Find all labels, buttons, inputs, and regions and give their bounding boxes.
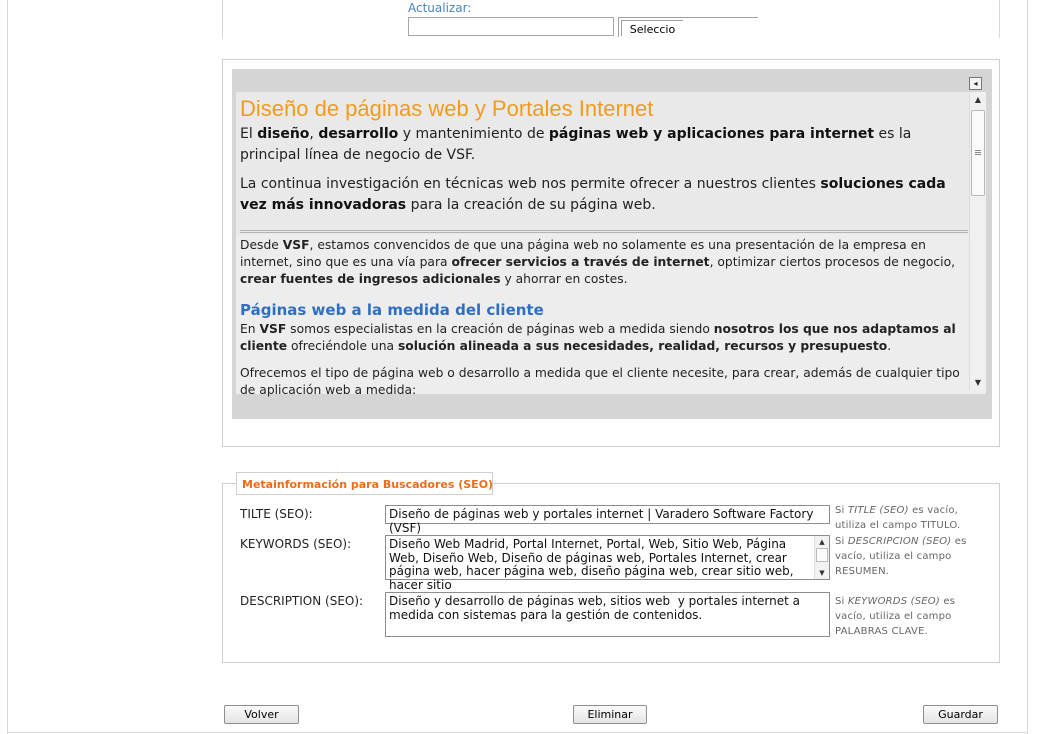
- seo-keywords-value: Diseño Web Madrid, Portal Internet, Portal, Web, Sitio Web, Página Web, Diseño Web, Diseño de páginas web, Portales Internet, crear página web, hacer página web, diseño página web, crear sitio web, hacer sitio: [389, 537, 798, 592]
- intro-paragraph-1: El diseño, desarrollo y mantenimiento de páginas web y aplicaciones para internet es la principal línea de negocio de VSF.: [240, 126, 912, 163]
- browse-button-label: Seleccio: [621, 20, 683, 36]
- seo-description-textarea[interactable]: [385, 592, 830, 637]
- content-subheading: Páginas web a la medida del cliente: [240, 301, 544, 319]
- seo-title-hint: Si TITLE (SEO) es vacío, utiliza el campo TITULO.: [835, 505, 961, 531]
- seo-title-input[interactable]: [385, 505, 830, 535]
- seo-keywords-label: KEYWORDS (SEO):: [240, 537, 352, 551]
- seo-title-label: TILTE (SEO):: [240, 507, 313, 521]
- left-page-border: [7, 0, 8, 734]
- editor-scrollbar[interactable]: [969, 92, 986, 391]
- collapse-toolbar-icon[interactable]: ◂: [969, 77, 982, 90]
- scroll-down-arrow-icon[interactable]: ▼: [974, 378, 982, 387]
- scroll-up-arrow-icon[interactable]: ▲: [974, 95, 982, 104]
- right-page-border: [1027, 0, 1028, 734]
- body-paragraph-1: Desde VSF, estamos convencidos de que una página web no solamente es una presentación de la empresa en internet, sino que es una vía para ofrecer servicios a través de internet, optimizar ciertos procesos de negocio, crear fuentes de ingresos adicionales y ahorrar en costes.: [240, 238, 956, 286]
- scrollbar-grip-icon: [975, 150, 981, 155]
- seo-description-label: DESCRIPTION (SEO):: [240, 594, 364, 608]
- seo-legend-text: Metainformación para Buscadores (SEO): [242, 478, 494, 491]
- seo-description-hint: Si KEYWORDS (SEO) es vacío, utiliza el campo PALABRAS CLAVE.: [835, 596, 956, 637]
- keywords-scrollbar[interactable]: [814, 536, 829, 579]
- update-label: Actualizar:: [408, 1, 472, 15]
- browse-file-button[interactable]: [618, 17, 758, 37]
- scrollbar-thumb[interactable]: [816, 548, 828, 562]
- body-paragraph-2: En VSF somos especialistas en la creación de páginas web a medida siendo nosotros los que nos adaptamos al cliente ofreciéndole una solución alineada a sus necesidades, realidad, recursos y presupuesto.: [240, 322, 956, 353]
- body-paragraph-3: Ofrecemos el tipo de página web o desarrollo a medida que el cliente necesite, para crear, además de cualquier tipo de aplicación web a medida:: [240, 366, 960, 397]
- content-right-border: [999, 0, 1000, 38]
- file-path-input[interactable]: [408, 17, 614, 36]
- scroll-up-arrow-icon[interactable]: ▲: [819, 538, 825, 546]
- scroll-down-arrow-icon[interactable]: ▼: [819, 569, 825, 577]
- editor-content-area[interactable]: [236, 92, 986, 397]
- save-button[interactable]: Guardar: [923, 705, 998, 724]
- seo-legend: [236, 472, 493, 495]
- bottom-border: [7, 732, 1028, 733]
- seo-description-value: Diseño y desarrollo de páginas web, sitios web y portales internet a medida con sistemas para la gestión de contenidos.: [389, 594, 804, 622]
- back-button[interactable]: Volver: [224, 705, 299, 724]
- content-left-border: [222, 0, 223, 38]
- seo-keywords-textarea[interactable]: [385, 535, 830, 592]
- seo-keywords-hint: Si DESCRIPCION (SEO) es vacío, utiliza el campo RESUMEN.: [835, 536, 967, 577]
- scrollbar-thumb[interactable]: [971, 110, 985, 196]
- seo-title-value: Diseño de páginas web y portales internet | Varadero Software Factory (VSF): [389, 507, 818, 535]
- delete-button[interactable]: Eliminar: [573, 705, 647, 724]
- content-heading: Diseño de páginas web y Portales Internet: [240, 96, 654, 121]
- intro-paragraph-2: La continua investigación en técnicas web nos permite ofrecer a nuestros clientes soluciones cada vez más innovadoras para la creación de su página web.: [240, 176, 946, 213]
- content-separator: [240, 230, 968, 233]
